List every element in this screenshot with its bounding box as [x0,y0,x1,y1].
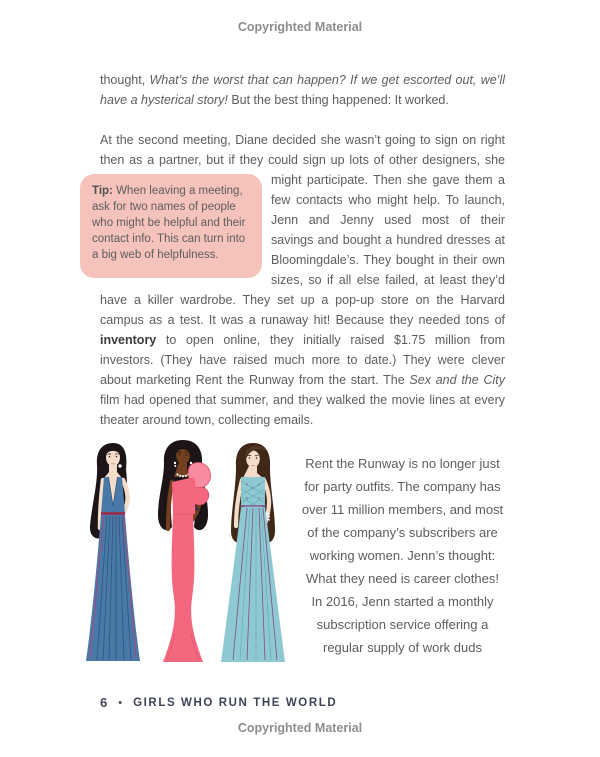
woman-blue-gown [86,443,140,661]
tip-label: Tip: [92,185,113,197]
page-content [92,70,505,664]
tip-box [80,174,262,278]
woman-pink-gown [158,440,211,662]
p2-italic-title: Sex and the City [409,373,505,387]
p1-text-pre: thought, [100,73,150,87]
paragraph-2 [92,130,505,430]
book-title: GIRLS WHO RUN THE WORLD [133,696,338,709]
paragraph-3 [100,452,505,659]
p2-text-2: she might participate. Then she gave them a few contacts who might help. To launch, Jenn and Jenny used most of their savings and bought a hundred dresses at Bloomingdale’s. They bought in their own sizes, so if all else failed, at least they’d have a killer wardrobe. They set up a pop-up store on the Harvard campus as a test. It was a runaway hit! Because they needed tons of [100,153,505,327]
footer-separator: • [118,696,123,709]
copyright-notice-top: Copyrighted Material [237,20,363,34]
p2-text-4: film had opened that summer, and they walked the movie lines at every theater around town, collecting emails. [100,393,505,427]
page-number: 6 [100,695,108,710]
p1-text-post: But the best thing happened: It worked. [227,93,449,107]
paragraph-1 [100,70,505,110]
p2-text-3: to open online, they initially raised $1.75 million from investors. (They have raised much more to date.) They were clever about marketing Rent the Runway from the start. The [100,333,505,387]
p1-italic-text: What’s the worst that can happen? If we get escorted out, we’ll have a hysterical story! [100,73,505,107]
three-women-illustration [75,436,290,664]
p2-bold-inventory: inventory [100,333,157,347]
p2-text-1: At the second meeting, Diane decided she wasn’t going to sign on right then as a partner, but if they could sign up lots of other designers, [100,133,505,167]
p3-text: Rent the Runway is no longer just for party outfits. The company has over 11 million members, and most of the company’s subscribers are working women. Jenn’s thought: What they need is career clothes! In 2016, Jenn started a monthly subscription service offering a regular supply of work duds [301,456,504,655]
copyright-notice-bottom: Copyrighted Material [237,721,363,735]
woman-teal-gown [221,443,285,662]
page-footer [100,695,337,710]
tip-text: When leaving a meeting, ask for two names of people who might be helpful and their contact info. This can turn into a big web of helpfulness. [92,185,246,261]
